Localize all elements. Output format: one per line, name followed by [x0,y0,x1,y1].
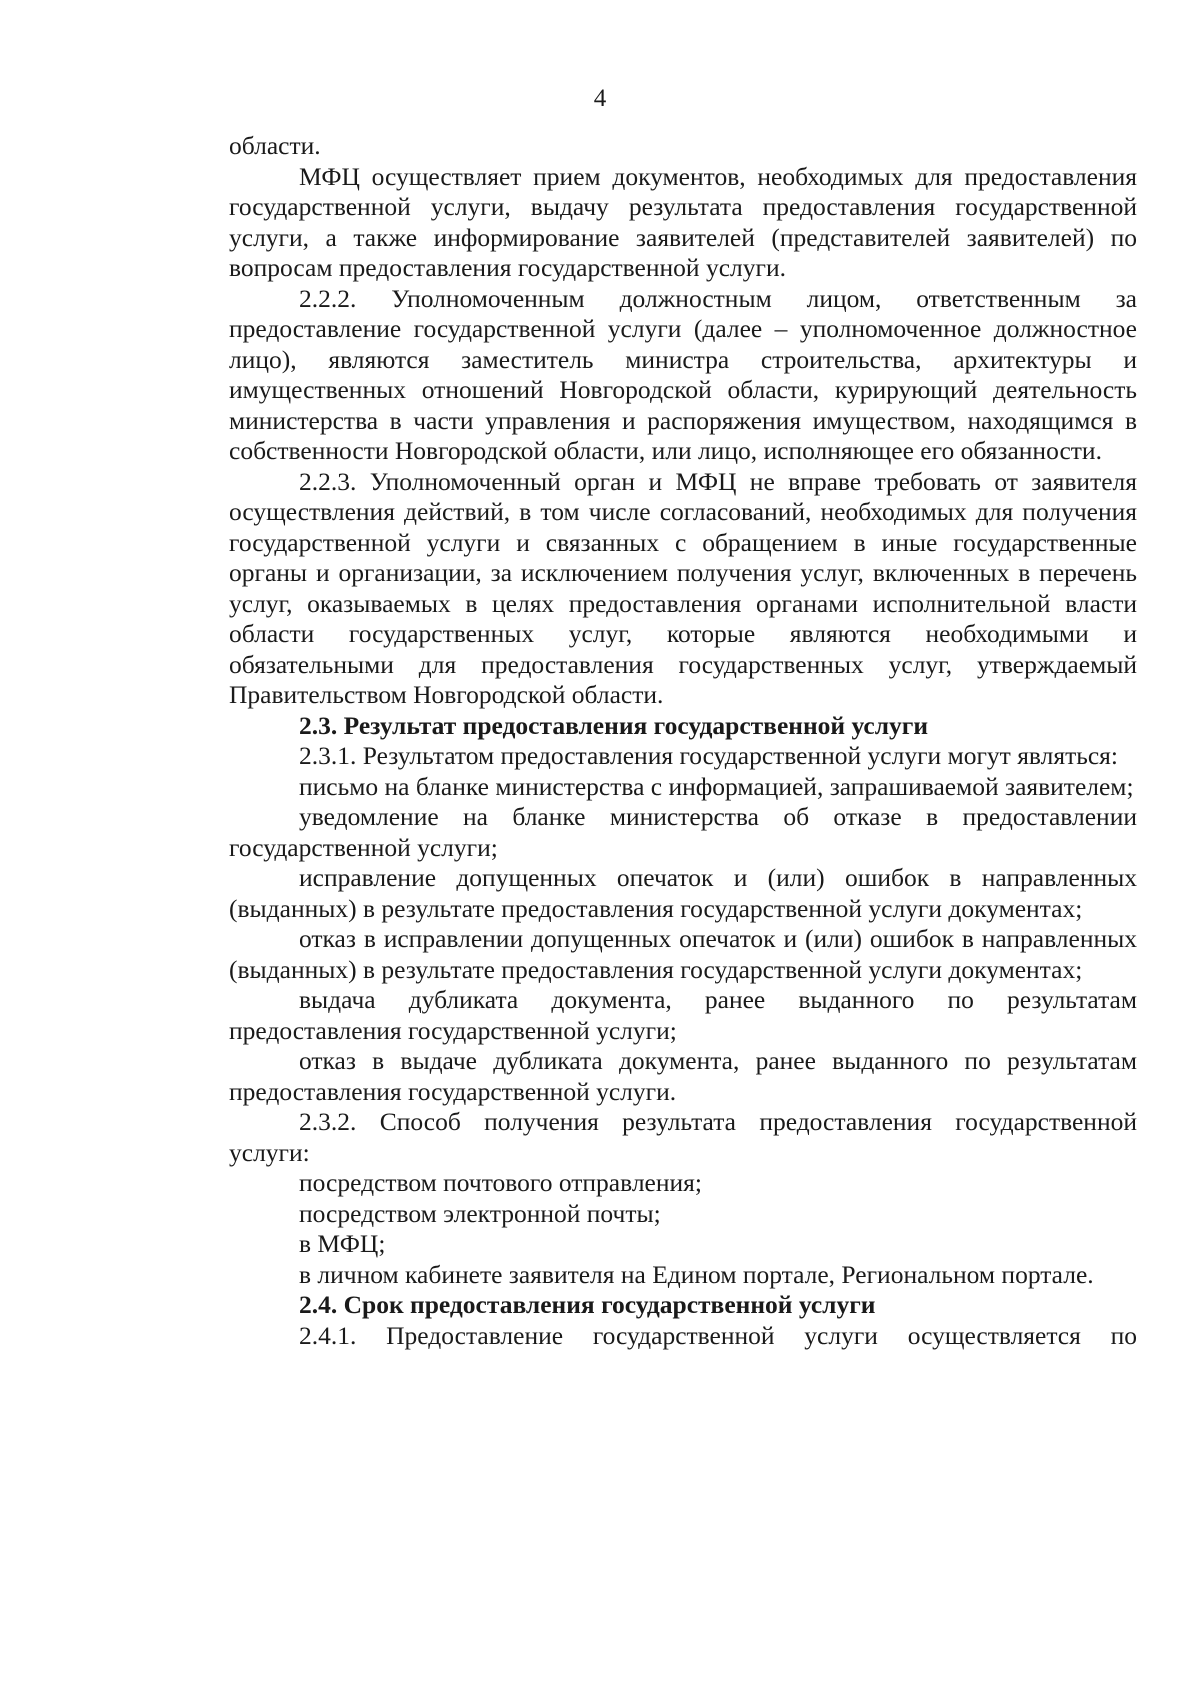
paragraph: 2.4.1. Предоставление государственной услуги осуществляется по [299,1320,1137,1350]
list-item: в личном кабинете заявителя на Едином портале, Региональном портале. [299,1259,1094,1289]
paragraph: 2.2.3. Уполномоченный орган и МФЦ не вправе требовать от заявителя осуществления действий, в том числе согласований, необходимых для получения государственной услуги и связанных с обращением в иные государственные органы и организации, за исключением получения услуг, включенных в перечень услуг, оказываемых в целях предоставления органами исполнительной власти области государственных услуг, которые являются необходимыми и обязательными для предоставления государственных услуг, утверждаемый Правительством Новгородской области. [229,466,1137,709]
document-body [229,131,1137,1351]
list-item: выдача дубликата документа, ранее выданного по результатам предоставления государственной услуги; [229,985,1137,1045]
list-item: посредством почтового отправления; [299,1168,702,1197]
paragraph: МФЦ осуществляет прием документов, необходимых для предоставления государственной услуги, выдачу результата предоставления государственной услуги, а также информирование заявителей (представителей заявителей) по вопросам предоставления государственной услуги. [229,161,1137,282]
paragraph: 2.3.1. Результатом предоставления государственной услуги могут являться: [299,741,1118,770]
list-item: уведомление на бланке министерства об отказе в предоставлении государственной услуги; [229,802,1137,862]
section-heading: 2.4. Срок предоставления государственной услуги [299,1290,876,1319]
page-number: 4 [593,85,607,112]
section-heading: 2.3. Результат предоставления государственной услуги [299,710,929,740]
list-item: отказ в выдаче дубликата документа, ранее выданного по результатам предоставления государственной услуги. [229,1046,1137,1106]
paragraph: 2.3.2. Способ получения результата предоставления государственной услуги: [229,1107,1137,1167]
list-item: посредством электронной почты; [299,1198,661,1228]
list-item: отказ в исправлении допущенных опечаток и (или) ошибок в направленных (выданных) в результате предоставления государственной услуги документах; [229,924,1137,984]
list-item: письмо на бланке министерства с информацией, запрашиваемой заявителем; [299,771,1134,801]
paragraph: 2.2.2. Уполномоченным должностным лицом, ответственным за предоставление государственной услуги (далее – уполномоченное должностное лицо), являются заместитель министра строительства, архитектуры и имущественных отношений Новгородской области, курирующий деятельность министерства в части управления и распоряжения имуществом, находящимся в собственности Новгородской области, или лицо, исполняющее его обязанности. [229,283,1137,465]
list-item: в МФЦ; [299,1229,386,1258]
list-item: исправление допущенных опечаток и (или) ошибок в направленных (выданных) в результате предоставления государственной услуги документах; [229,863,1137,923]
paragraph: области. [229,131,321,160]
